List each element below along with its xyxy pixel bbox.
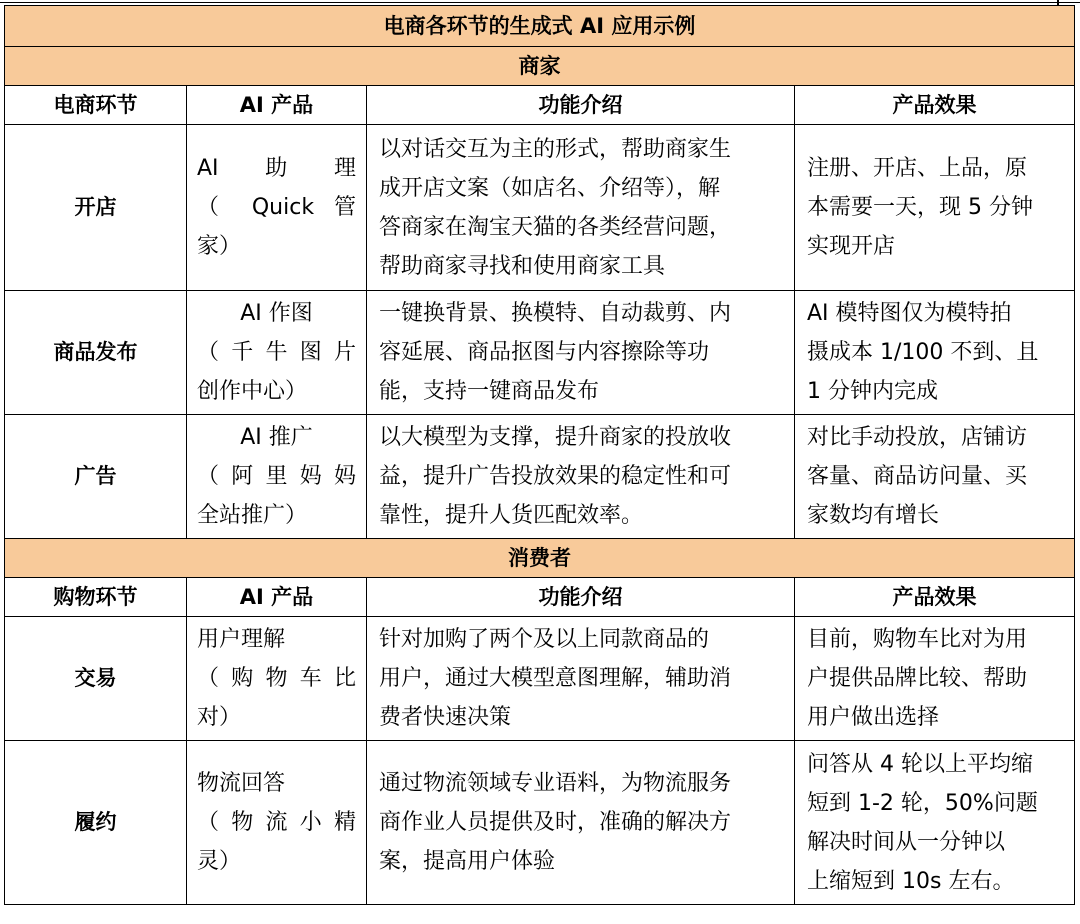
header-cell: 功能介绍: [367, 86, 795, 125]
table-title: 电商各环节的生成式 AI 应用示例: [5, 6, 1075, 47]
table-row: [5, 617, 1075, 741]
header-cell: 产品效果: [795, 578, 1075, 617]
effect-line: 注册、开店、上品，原: [807, 156, 1028, 181]
product-line: 创作中心）: [197, 379, 308, 404]
product-line: 灵）: [197, 849, 242, 874]
stage-cell: 履约: [5, 741, 187, 905]
table-row: [5, 415, 1075, 539]
effect-cell: [795, 291, 1075, 415]
function-cell: [367, 617, 795, 741]
product-line: AI 作图: [240, 301, 313, 326]
product-line: AI 推广: [240, 425, 313, 450]
effect-line: 上缩短到 10s 左右。: [807, 868, 1015, 894]
effect-line: AI 模特图仅为模特拍: [807, 301, 1012, 326]
stage-cell: 开店: [5, 125, 187, 291]
function-line: 靠性，提升人货匹配效率。: [379, 503, 644, 528]
function-line: 以对话交互为主的形式，帮助商家生: [379, 136, 732, 162]
function-line: 通过物流领域专业语料，为物流服务: [379, 771, 732, 796]
stage-cell: 广告: [5, 415, 187, 539]
product-cell: [187, 415, 367, 539]
header-cell: AI 产品: [187, 86, 367, 125]
table-row: [5, 125, 1075, 291]
header-cell: 功能介绍: [367, 578, 795, 617]
function-line: 能，支持一键商品发布: [379, 379, 600, 404]
header-cell: 产品效果: [795, 86, 1075, 125]
function-line: 容延展、商品抠图与内容擦除等功: [379, 340, 710, 365]
header-cell: 电商环节: [5, 86, 187, 125]
effect-line: 客量、商品访问量、买: [807, 464, 1028, 489]
header-row-merchant: [5, 86, 1075, 125]
function-line: 案，提高用户体验: [379, 849, 556, 874]
ai-application-table: [4, 5, 1075, 905]
product-line: （阿里妈妈: [197, 464, 356, 489]
effect-line: 家数均有增长: [807, 503, 940, 528]
product-line: 全站推广）: [197, 503, 308, 528]
function-cell: [367, 291, 795, 415]
header-row-consumer: [5, 578, 1075, 617]
header-cell: AI 产品: [187, 578, 367, 617]
function-line: 以大模型为支撑，提升商家的投放收: [379, 425, 732, 450]
product-line: AI 助 理: [197, 156, 356, 181]
function-cell: [367, 741, 795, 905]
product-line: （ Quick 管: [197, 195, 356, 220]
function-line: 帮助商家寻找和使用商家工具: [379, 253, 666, 279]
function-line: 一键换背景、换模特、自动裁剪、内: [379, 301, 732, 326]
effect-cell: [795, 617, 1075, 741]
effect-line: 1 分钟内完成: [807, 379, 938, 404]
effect-line: 实现开店: [807, 234, 896, 259]
effect-line: 户提供品牌比较、帮助: [807, 666, 1028, 691]
section-label-merchant: 商家: [5, 47, 1075, 86]
stage-cell: 商品发布: [5, 291, 187, 415]
effect-line: 问答从 4 轮以上平均缩: [807, 751, 1033, 777]
product-line: （购物车比: [197, 666, 356, 691]
product-line: 用户理解: [197, 627, 286, 652]
function-cell: [367, 125, 795, 291]
function-line: 费者快速决策: [379, 705, 512, 730]
header-cell: 购物环节: [5, 578, 187, 617]
section-label-consumer: 消费者: [5, 539, 1075, 578]
product-line: （千牛图片: [197, 340, 356, 365]
top-rule-line: [0, 2, 1080, 3]
function-cell: [367, 415, 795, 539]
function-line: 用户，通过大模型意图理解，辅助消: [379, 666, 732, 691]
product-line: 物流回答: [197, 771, 286, 796]
product-line: （物流小精: [197, 810, 356, 835]
product-cell: [187, 125, 367, 291]
table-row: [5, 291, 1075, 415]
function-line: 答商家在淘宝天猫的各类经营问题，: [379, 214, 732, 240]
product-cell: [187, 617, 367, 741]
function-line: 益，提升广告投放效果的稳定性和可: [379, 464, 732, 489]
product-cell: [187, 741, 367, 905]
product-line: 家）: [197, 234, 242, 259]
effect-line: 摄成本 1/100 不到、且: [807, 340, 1039, 365]
effect-cell: [795, 741, 1075, 905]
effect-line: 目前，购物车比对为用: [807, 627, 1028, 652]
product-cell: [187, 291, 367, 415]
function-line: 成开店文案（如店名、介绍等），解: [379, 175, 721, 201]
effect-cell: [795, 415, 1075, 539]
function-line: 针对加购了两个及以上同款商品的: [379, 627, 710, 652]
effect-line: 对比手动投放，店铺访: [807, 425, 1028, 450]
stage-cell: 交易: [5, 617, 187, 741]
effect-cell: [795, 125, 1075, 291]
table-row: [5, 741, 1075, 905]
function-line: 商作业人员提供及时，准确的解决方: [379, 810, 732, 835]
effect-line: 短到 1-2 轮，50%问题: [807, 790, 1038, 816]
effect-line: 用户做出选择: [807, 705, 940, 730]
product-line: 对）: [197, 705, 242, 730]
effect-line: 解决时间从一分钟以: [807, 829, 1006, 855]
effect-line: 本需要一天，现 5 分钟: [807, 195, 1033, 220]
